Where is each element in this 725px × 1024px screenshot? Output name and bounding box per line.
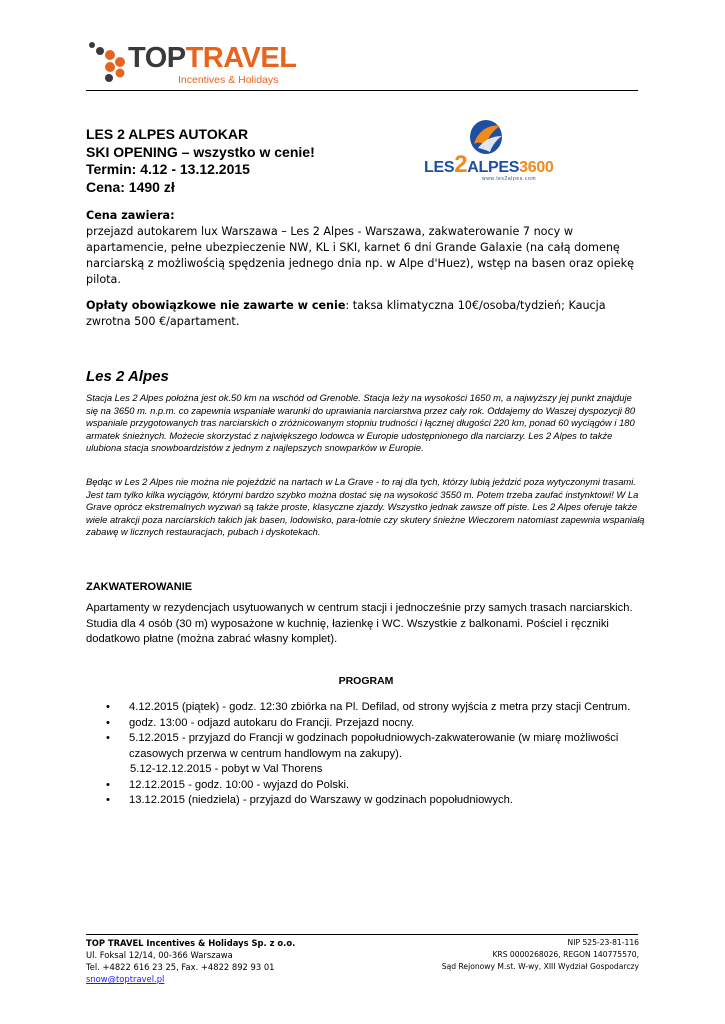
les2alpes-logo (424, 118, 554, 188)
title-line-4: Cena: 1490 zł (86, 178, 175, 195)
footer-court: Sąd Rejonowy M.st. W-wy, XIII Wydział Gospodarczy (441, 962, 639, 971)
brand-top: TOP (128, 42, 186, 74)
program-item-text: 4.12.2015 (piątek) - godz. 12:30 zbiórka na Pl. Defilad, od strony wyjścia z metra przy stacji Centrum. (129, 701, 631, 713)
price-includes-section (86, 208, 646, 288)
toptravel-logo (86, 38, 297, 94)
altitude-text: 3600 (519, 159, 554, 176)
title-line-1: LES 2 ALPES AUTOKAR (86, 126, 249, 142)
program-item-text: godz. 13:00 - odjazd autokaru do Francji. Przejazd nocny. (129, 716, 415, 729)
alpes-text: ALPES (467, 159, 520, 176)
footer-phone: Tel. +4822 616 23 25, Fax. +4822 892 93 01 (86, 962, 275, 972)
mandatory-fees-text: : taksa klimatyczna 10€/osoba/tydzień; Kaucja zwrotna 500 €/apartament. (86, 299, 606, 328)
les2alpes-flame-logo-icon (464, 118, 508, 156)
les2alpes-description-1: Stacja Les 2 Alpes położna jest ok.50 km na wschód od Grenoble. Stacja leży na wysokości 1650 m, a najwyższy jej punkt znajduje się na 3650 m. n.p.m. co zapewnia wspaniałe warunki do uprawiania narciarstwa przez cały rok. Oddajemy do Waszej dyspozycji 80 wspaniale przygotowanych tras narciarskich o zróżnicowanym stopniu trudności i łącznej długości 220 km, ponad 60 wyciągów i 180 armatek śnieżnych. Możecie skorzystać z największego lodowca w Europie udostępnionego dla narciarzy. Les 2 Alpes to także ulubiona stacja snowboardzistów z jednym z najlepszych snowparków w Europie. (86, 392, 636, 453)
footer-krs: KRS 0000268026, REGON 140775570, (492, 950, 639, 959)
list-item (100, 793, 640, 809)
footer-nip: NIP 525-23-81-116 (567, 938, 639, 947)
mandatory-fees-section (86, 298, 646, 330)
title-line-2: SKI OPENING – wszystko w cenie! (86, 143, 315, 160)
les2alpes-heading: Les 2 Alpes (86, 368, 169, 385)
footer-registration-info (442, 937, 639, 973)
list-sub-item (100, 762, 640, 778)
price-includes-text: przejazd autokarem lux Warszawa – Les 2 Alpes - Warszawa, zakwaterowanie 7 nocy w apartamencie, pełne ubezpieczenie NW, KL i SKI, karnet 6 dni Grande Galaxie (na całą domenę narciarską z możliwością spędzenia jednego dnia np. w Alpe d'Huez), wstęp na basen oraz opiekę pilota. (86, 225, 635, 286)
two-text: 2 (454, 151, 468, 178)
program-item-text: 13.12.2015 (niedziela) - przyjazd do Warszawy w godzinach popołudniowych. (129, 794, 513, 806)
program-item-text: 12.12.2015 - godz. 10:00 - wyjazd do Polski. (129, 778, 350, 791)
program-heading: PROGRAM (338, 675, 394, 687)
footer-divider (86, 934, 638, 935)
program-sub-item-text: 5.12-12.12.2015 - pobyt w Val Thorens (130, 763, 323, 775)
header-divider (86, 90, 638, 91)
les-text: LES (424, 159, 455, 176)
list-item (100, 778, 640, 794)
brand-travel: TRAVEL (185, 42, 297, 74)
footer-company-name: TOP TRAVEL Incentives & Holidays Sp. z o.o. (86, 938, 296, 948)
footer-email-link[interactable]: snow@toptravel.pl (86, 974, 165, 984)
footer-company-info (86, 937, 295, 985)
mandatory-fees-label: Opłaty obowiązkowe nie zawarte w cenie (86, 299, 346, 312)
list-item (100, 700, 640, 716)
bullet-icon: • (106, 732, 110, 744)
offer-title-block (86, 126, 416, 196)
les2alpes-description-2: Będąc w Les 2 Alpes nie można nie pojeździć na nartach w La Grave - to raj dla tych, którzy lubią jeździć poza wytyczonymi trasami. Jest tam tylko kilka wyciągów, którymi bardzo szybko można dostać się na wysokość 3550 m. Potem trzeba zaufać instynktowi! W La Grave oprócz ekstremalnych wyzwań są także proste, klasyczne zjazdy. Wszystko jednak zawsze off piste. Les 2 Alpes oferuje także wiele atrakcji poza narciarskich takich jak basen, lodowisko, para-lotnie czy skutery śnieżne Wieczorem natomiast zapewnia wspaniałą zabawę w licznych restauracjach, pubach i dyskotekach. (86, 476, 645, 537)
footer-address: Ul. Foksal 12/14, 00-366 Warszawa (86, 950, 233, 960)
program-list (100, 700, 640, 809)
price-includes-heading: Cena zawiera: (86, 209, 175, 222)
accommodation-text: Apartamenty w rezydencjach usytuowanych w centrum stacji i jednocześnie przy samych trasach narciarskich. Studia dla 4 osób (30 m) wyposażone w kuchnię, łazienkę i WC. Wszystkie z balkonami. Pościel i ręczniki dodatkowo płatne (można zabrać własny komplet). (86, 602, 633, 645)
bullet-icon: • (106, 701, 110, 713)
title-line-3: Termin: 4.12 - 13.12.2015 (86, 161, 250, 177)
list-item (100, 716, 640, 732)
resort-url: www.les2alpes.com (482, 176, 537, 182)
bullet-icon: • (106, 794, 110, 806)
program-item-text: 5.12.2015 - przyjazd do Francji w godzinach popołudniowych-zakwaterowanie (w miarę możliwości czasowych przerwa w centrum handlowym na zakupy). (129, 732, 619, 760)
bullet-icon: • (106, 716, 110, 729)
accommodation-heading: ZAKWATEROWANIE (86, 581, 193, 593)
bullet-icon: • (106, 778, 110, 791)
list-item (100, 731, 640, 762)
brand-tagline: Incentives & Holidays (178, 74, 279, 86)
